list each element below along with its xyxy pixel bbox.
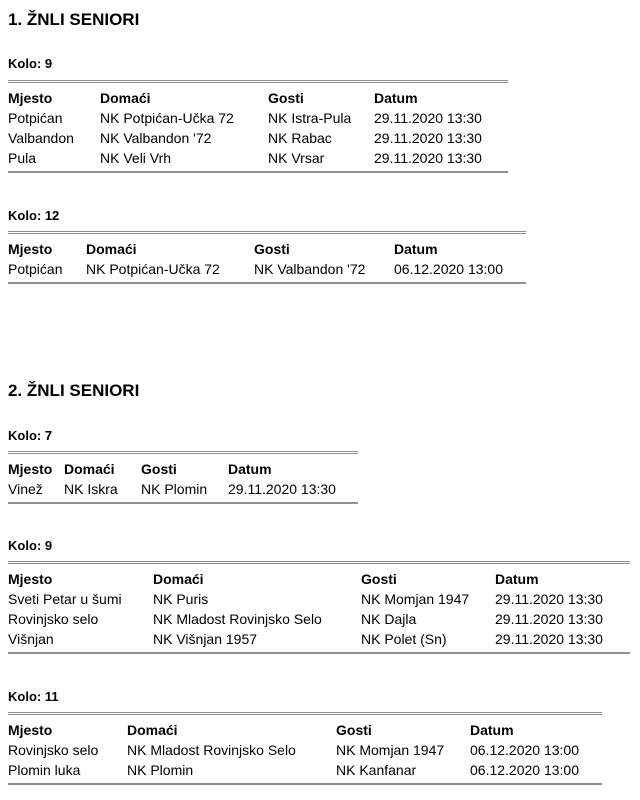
cell-datum: 06.12.2020 13:00: [470, 742, 579, 758]
cell-datum: 29.11.2020 13:30: [374, 150, 482, 166]
cell-gosti: NK Rabac: [268, 130, 332, 146]
cell-datum: 06.12.2020 13:00: [470, 762, 579, 778]
cell-mjesto: Potpićan: [8, 261, 63, 277]
cell-mjesto: Vinež: [8, 481, 43, 497]
cell-mjesto: Pula: [8, 150, 37, 166]
cell-mjesto: Rovinjsko selo: [8, 611, 99, 627]
fixtures-table: [8, 712, 602, 785]
column-header-domaci: Domaći: [64, 461, 115, 477]
column-header-gosti: Gosti: [268, 90, 304, 106]
column-header-gosti: Gosti: [254, 241, 290, 257]
table-row: [8, 609, 630, 629]
column-header-mjesto: Mjesto: [8, 722, 53, 738]
cell-mjesto: Sveti Petar u šumi: [8, 591, 122, 607]
column-header-mjesto: Mjesto: [8, 241, 53, 257]
table-row: [8, 148, 508, 172]
cell-datum: 06.12.2020 13:00: [394, 261, 503, 277]
table-row: [8, 740, 602, 760]
cell-gosti: NK Dajla: [361, 611, 417, 627]
table-row: [8, 259, 526, 283]
table-header-row: [8, 714, 602, 741]
cell-domaci: NK Potpićan-Učka 72: [86, 261, 220, 277]
cell-gosti: NK Momjan 1947: [361, 591, 470, 607]
column-header-domaci: Domaći: [153, 571, 204, 587]
cell-domaci: NK Mladost Rovinjsko Selo: [127, 742, 296, 758]
column-header-gosti: Gosti: [361, 571, 397, 587]
cell-domaci: NK Mladost Rovinjsko Selo: [153, 611, 322, 627]
table-header-row: [8, 453, 358, 480]
cell-datum: 29.11.2020 13:30: [495, 611, 603, 627]
column-header-datum: Datum: [394, 241, 438, 257]
column-header-domaci: Domaći: [100, 90, 151, 106]
league-title: 2. ŽNLI SENIORI: [8, 381, 140, 400]
cell-domaci: NK Plomin: [127, 762, 194, 778]
column-header-gosti: Gosti: [336, 722, 372, 738]
column-header-mjesto: Mjesto: [8, 571, 53, 587]
round-title: Kolo: 7: [8, 428, 53, 443]
cell-gosti: NK Valbandon '72: [254, 261, 366, 277]
fixtures-table: [8, 451, 358, 504]
round-title: Kolo: 9: [8, 538, 53, 553]
cell-mjesto: Plomin luka: [8, 762, 81, 778]
table-row: [8, 760, 602, 784]
cell-mjesto: Valbandon: [8, 130, 74, 146]
cell-domaci: NK Potpićan-Učka 72: [100, 110, 234, 126]
cell-gosti: NK Polet (Sn): [361, 631, 447, 647]
table-row: [8, 589, 630, 609]
league-title: 1. ŽNLI SENIORI: [8, 10, 140, 29]
table-row: [8, 108, 508, 128]
column-header-gosti: Gosti: [141, 461, 177, 477]
cell-gosti: NK Momjan 1947: [336, 742, 445, 758]
table-row: [8, 479, 358, 503]
cell-datum: 29.11.2020 13:30: [495, 631, 603, 647]
cell-domaci: NK Veli Vrh: [100, 150, 172, 166]
cell-gosti: NK Kanfanar: [336, 762, 417, 778]
cell-mjesto: Višnjan: [8, 631, 54, 647]
cell-datum: 29.11.2020 13:30: [374, 130, 482, 146]
cell-gosti: NK Vrsar: [268, 150, 325, 166]
cell-mjesto: Potpićan: [8, 110, 63, 126]
column-header-datum: Datum: [495, 571, 539, 587]
column-header-domaci: Domaći: [86, 241, 137, 257]
round-title: Kolo: 12: [8, 208, 60, 223]
round-title: Kolo: 9: [8, 56, 53, 71]
table-row: [8, 128, 508, 148]
table-row: [8, 629, 630, 653]
table-header-row: [8, 233, 526, 260]
column-header-datum: Datum: [374, 90, 418, 106]
round-title: Kolo: 11: [8, 689, 59, 704]
fixtures-table: [8, 231, 526, 284]
cell-domaci: NK Puris: [153, 591, 209, 607]
column-header-mjesto: Mjesto: [8, 461, 53, 477]
column-header-mjesto: Mjesto: [8, 90, 53, 106]
table-header-row: [8, 82, 508, 109]
cell-domaci: NK Iskra: [64, 481, 118, 497]
cell-gosti: NK Plomin: [141, 481, 208, 497]
column-header-domaci: Domaći: [127, 722, 178, 738]
cell-datum: 29.11.2020 13:30: [228, 481, 336, 497]
table-header-row: [8, 563, 630, 590]
cell-mjesto: Rovinjsko selo: [8, 742, 99, 758]
cell-domaci: NK Višnjan 1957: [153, 631, 258, 647]
column-header-datum: Datum: [228, 461, 272, 477]
cell-datum: 29.11.2020 13:30: [495, 591, 603, 607]
column-header-datum: Datum: [470, 722, 514, 738]
cell-datum: 29.11.2020 13:30: [374, 110, 482, 126]
fixtures-table: [8, 80, 508, 173]
cell-gosti: NK Istra-Pula: [268, 110, 352, 126]
cell-domaci: NK Valbandon '72: [100, 130, 212, 146]
fixtures-table: [8, 561, 630, 654]
